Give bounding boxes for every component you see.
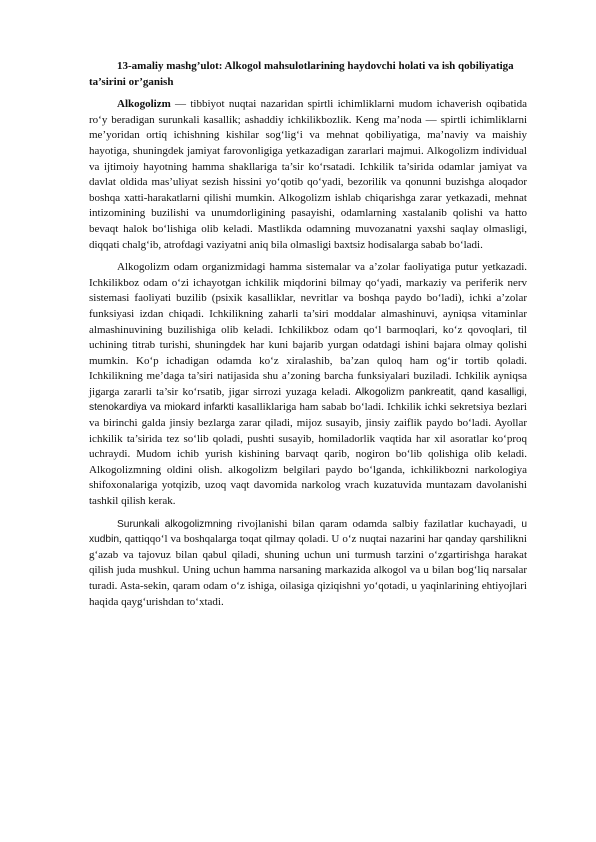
paragraph-alkogolizm-definition [89,97,527,253]
document-page [89,59,527,617]
paragraph-chronic-alkogolizm [89,517,527,611]
paragraph-text: kasalliklariga ham sabab bo‘ladi. Ichkilik ichki sekretsiya bezlari va birinchi galda jinsiy bezlarga zarar qiladi, mijoz susayib, jinsiy zaiflik paydo bo‘ladi. Ayollar ichkilik ta’sirida tez so‘lib qoladi, pushti susayib, homiladorlik vaqtida har xil asoratlar ko‘proq uchraydi. Mudom ichib yurish kishining barvaqt qarib, nogiron bo‘lib qolishiga olib keladi. Alkogolizmning oldini olish. alkogolizm belgilari paydo bo‘lganda, ichkilikbozni narkologiya shifoxonalariga yotqizib, uzoq vaqt davomida narkolog vrach kuzatuvida muntazam davolanishi tashkil qilish kerak. [89,401,527,508]
paragraph-text: , qattiqqo‘l va boshqalarga toqat qilmay qoladi. U o‘z nuqtai nazarini har qanday qarshilikni g‘azab va tajovuz bilan qabul qiladi, shuning uchun uni turmush tarzini o‘zgartirishga harakat qilish juda mushkul. Uning uchun hamma narsaning markazida alkogol va u bilan bog‘liq narsalar turadi. Asta-sekin, qaram odam o‘z ishiga, oilasiga qiziqishni yo‘qotadi, u yaqinlarining ehtiyojlari haqida qayg‘urishdan to‘xtadi. [89,533,527,608]
highlighted-term: Surunkali alkogolizmning [117,518,233,530]
definition-dash: — [170,98,191,111]
paragraph-text: Alkogolizm odam organizmidagi hamma sistemalar va a’zolar faoliyatiga putur yetkazadi. Ichkilikboz odam o‘zi ichayotgan ichkilik miqdorini bilmay qo‘yadi, markaziy va periferik nerv sistemasi faoliyati buzilib (psixik kasalliklar, nevritlar va boshqa paydo bo‘ladi), ichki a’zolar funksiyasi izdan chiqadi. Ichkilikning zaharli ta’siri moddalar almashinuvi, ayniqsa vitaminlar almashinuvining buzilishiga olib keladi. Ichkilikboz odam qo‘l barmoqlari, ko‘z qovoqlari, til uchining titrab turishi, shuningdek har kuni bajarib yurgan odatdagi ishini bajara olmay qolishi mumkin. Ko‘p ichadigan odamda ko‘z xiralashib, ba’zan quloq ham og‘ir tortib qoladi. Ichkilikning me’daga ta’siri natijasida shu a’zoning barcha funksiyalari buziladi. Ichkilik ayniqsa jigarga zararli ta’sir ko‘rsatib, jigar sirrozi yuzaga keladi. [89,261,527,398]
highlighted-term: u xudbin [89,518,527,546]
highlighted-diseases: Alkogolizm pankreatit, qand kasalligi, stenokardiya va miokard infarkti [89,386,527,414]
document-title: 13-amaliy mashg’ulot: Alkogol mahsulotlarining haydovchi holati va ish qobiliyatiga ta’sirini or’ganish [89,60,514,88]
term-alkogolizm: Alkogolizm [117,98,171,111]
paragraph-organism-effects [89,260,527,510]
paragraph-text: rivojlanishi bilan qaram odamda salbiy fazilatlar kuchayadi, [232,517,522,530]
paragraph-text: tibbiyot nuqtai nazaridan spirtli ichimliklarni mudom ichaverish oqibatida ro‘y beradigan surunkali kasallik; ashaddiy ichkilikbozlik. Keng ma’noda — spirtli ichimliklarni me’yoridan ortiq ichishning kishilar sog‘lig‘i va mehnat qobiliyatiga, ma’naviy va maishiy hayotiga, shuningdek jamiyat farovonligiga yetkazadigan zararlari majmui. Alkogolizm individual va ijtimoiy hayotning hamma shakllariga ta’sir ko‘rsatadi. Ichkilik ta’sirida odamlar jamiyat va davlat oldida mas’uliyat sezish hissini yo‘qotib qo‘yadi, bezorilik va qonunni buzishga aloqador boshqa xatti-harakatlarni qilishi mumkin. Alkogolizm ishlab chiqarishga zarar yetkazadi, mehnat intizomining buzilishi va unumdorligining pasayishi, odamlarning xastalanib qolishi va hatto bevaqt halok bo‘lishiga olib keladi. Mastlikda odamning muvozanatni yaxshi saqlay olmasligi, diqqati chalg‘ib, atrofdagi vaziyatni aniq bila olmasligi baxtsiz hodisalarga sabab bo‘ladi. [89,98,527,251]
